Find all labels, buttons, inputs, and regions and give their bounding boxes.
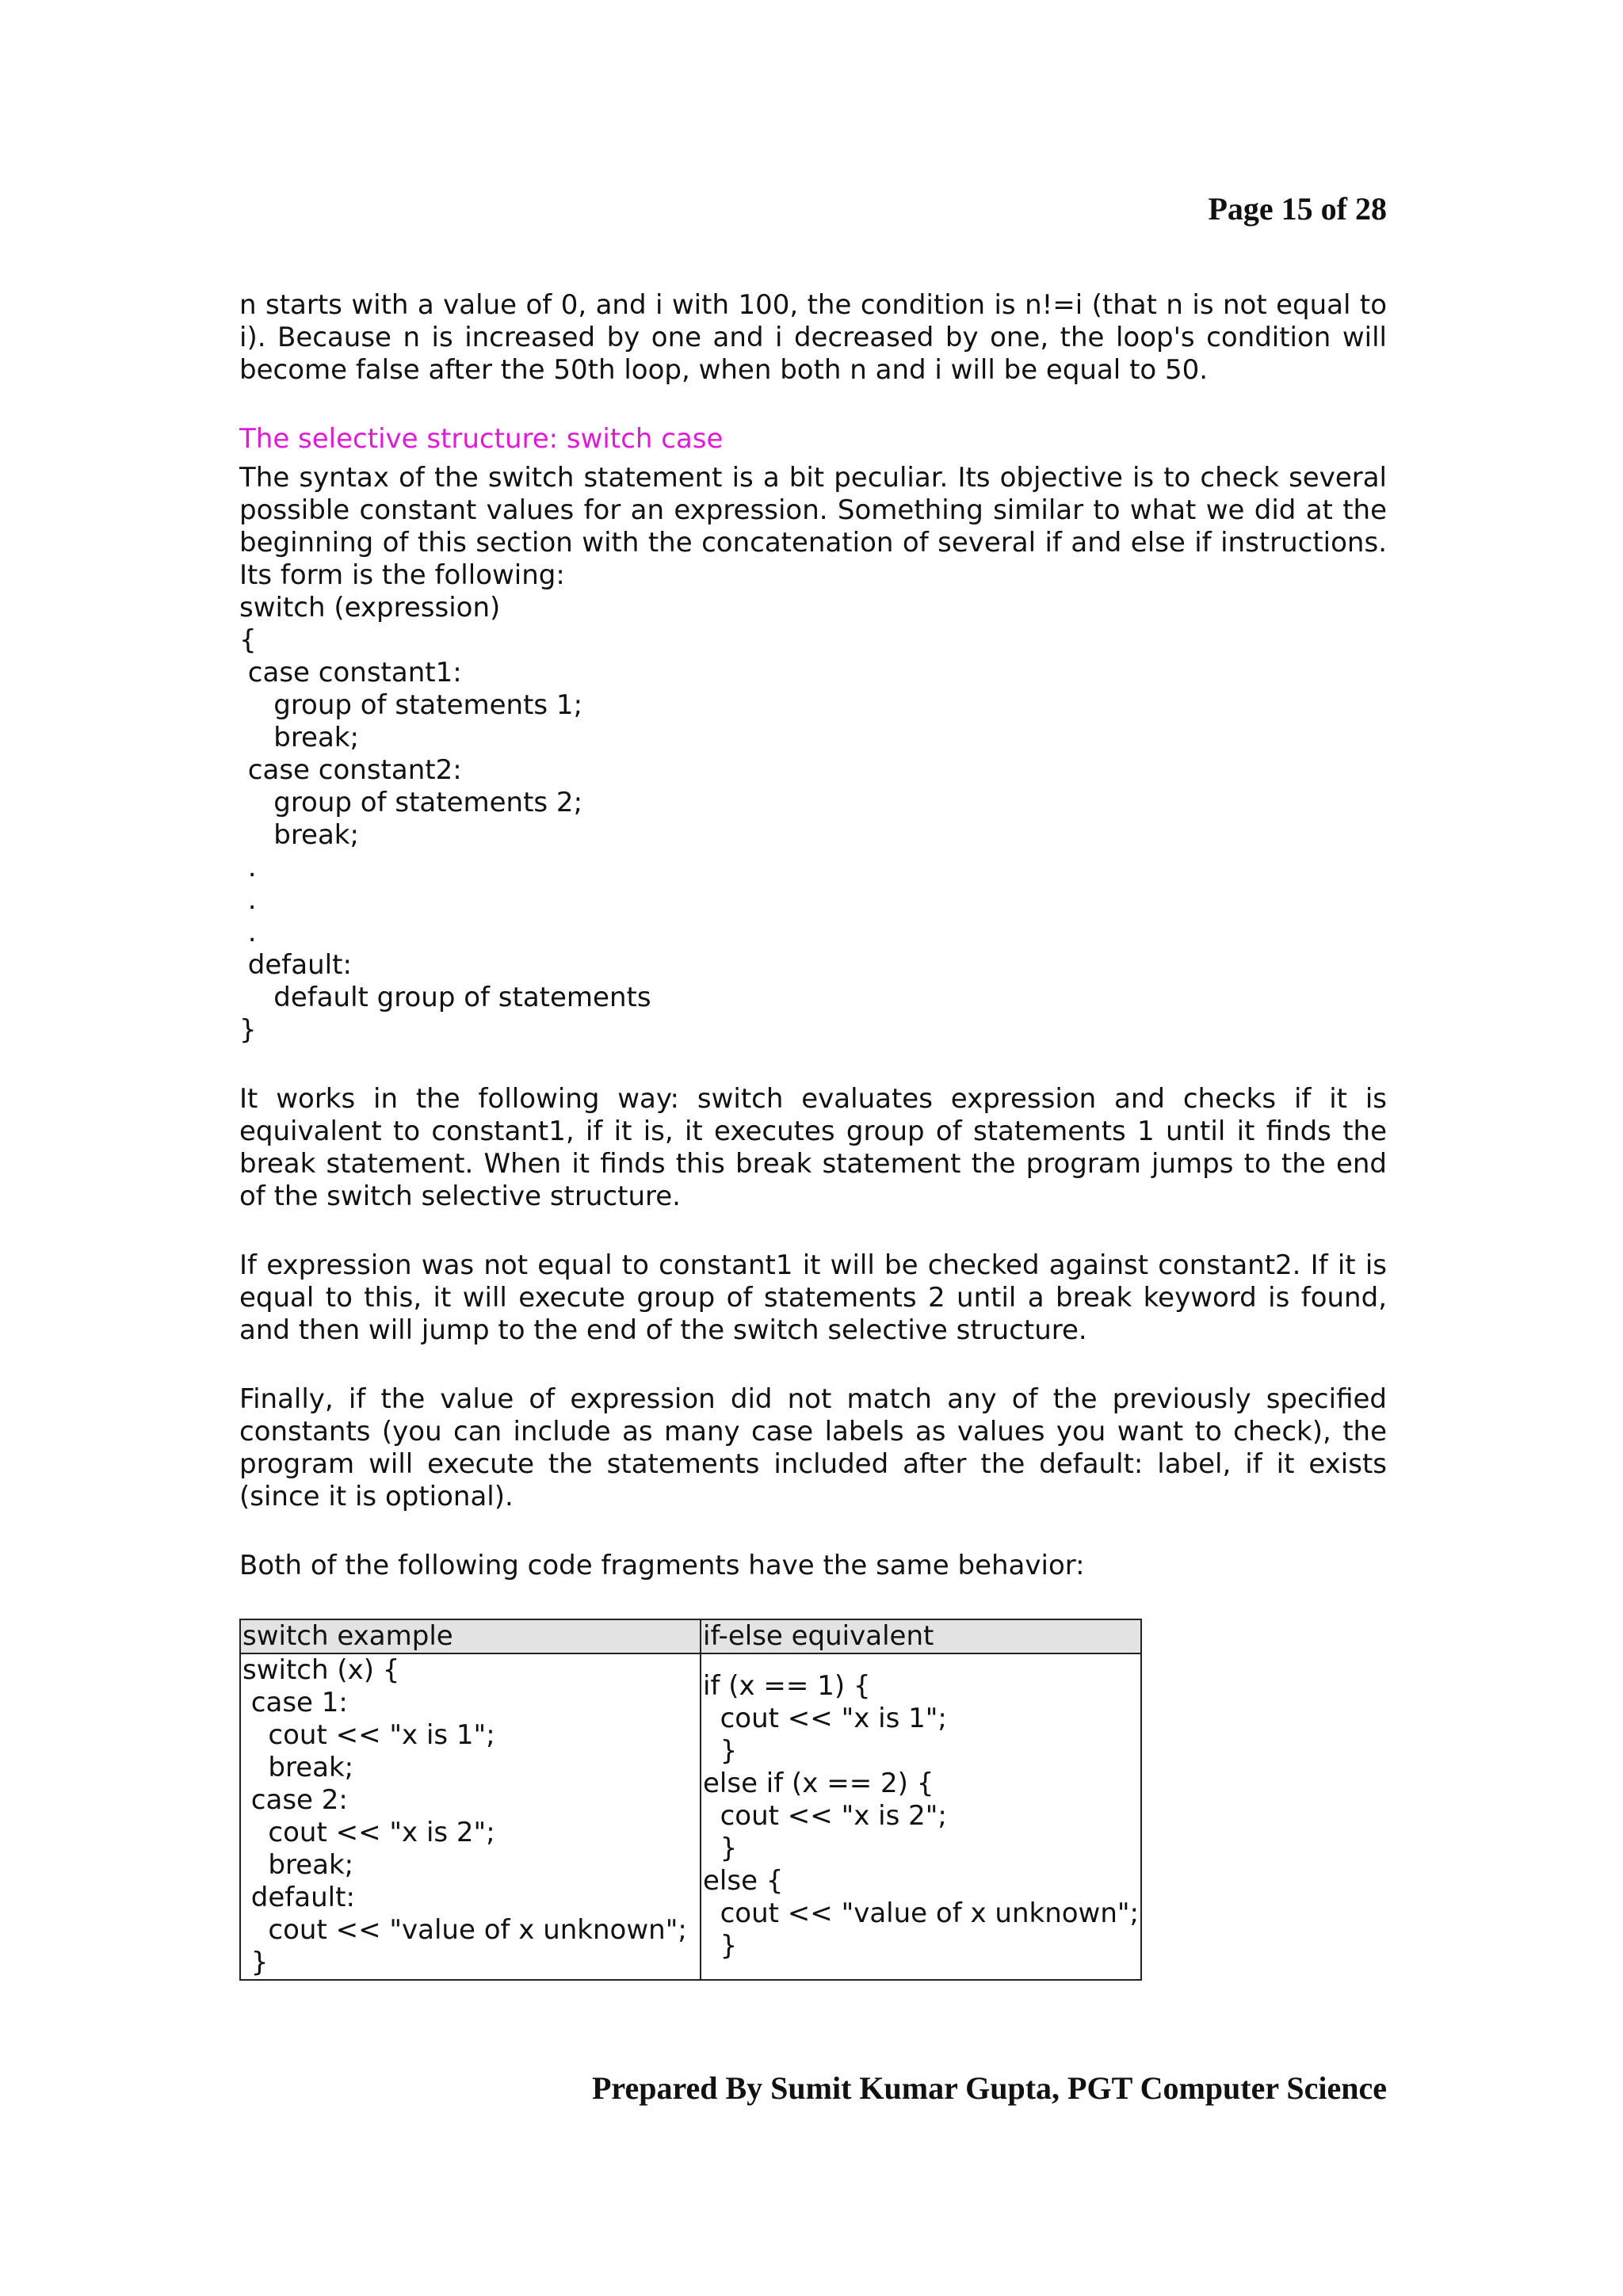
syntax-line: switch (expression) [239, 592, 501, 624]
section-description: The syntax of the switch statement is a bit peculiar. Its objective is to check several possible constant values for an expression. Something similar to what we did at the beginning of this section with the concatenation of several if and else if instructions. Its form is the following: [239, 462, 1387, 591]
paragraph-constant2: If expression was not equal to constant1 it will be checked against constant2. If it is equal to this, it will execute group of statements 2 until a break keyword is found, and then will jump to the end of the switch selective structure. [239, 1249, 1387, 1346]
comparison-table [239, 1619, 1142, 1981]
document-body [239, 289, 1387, 1981]
table-row [240, 1653, 1141, 1980]
syntax-line: default group of statements [239, 982, 651, 1013]
syntax-line: . [239, 852, 257, 883]
syntax-line: case constant2: [239, 754, 462, 786]
paragraph-same-behavior: Both of the following code fragments have the same behavior: [239, 1550, 1085, 1581]
syntax-line: { [239, 624, 257, 656]
table-header-switch: switch example [240, 1619, 701, 1653]
footer-credit: Prepared By Sumit Kumar Gupta, PGT Computer Science [592, 2070, 1387, 2106]
intro-paragraph: n starts with a value of 0, and i with 100, the condition is n!=i (that n is not equal to i). Because n is increased by one and i decreased by one, the loop's condition will become false after the 50th loop, when both n and i will be equal to 50. [239, 289, 1387, 386]
syntax-line: . [239, 884, 257, 916]
table-header-ifelse: if-else equivalent [701, 1619, 1141, 1653]
syntax-line: case constant1: [239, 657, 462, 688]
paragraph-how-it-works: It works in the following way: switch evaluates expression and checks if it is equivalent to constant1, if it is, it executes group of statements 1 until it finds the break statement. When it finds this break statement the program jumps to the end of the switch selective structure. [239, 1083, 1387, 1212]
switch-code-cell: switch (x) { case 1: cout << "x is 1"; break; case 2: cout << "x is 2"; break; default: cout << "value of x unknown"; } [240, 1653, 701, 1980]
syntax-line: default: [239, 949, 352, 981]
paragraph-default: Finally, if the value of expression did not match any of the previously specified constants (you can include as many case labels as values you want to check), the program will execute the statements included after the default: label, if it exists (since it is optional). [239, 1383, 1387, 1512]
ifelse-code-cell: if (x == 1) { cout << "x is 1"; } else if (x == 2) { cout << "x is 2"; } else { cout << "value of x unknown"; } [701, 1653, 1141, 1980]
syntax-line: } [239, 1014, 257, 1046]
syntax-line: group of statements 2; [239, 787, 583, 818]
syntax-line: group of statements 1; [239, 689, 583, 721]
section-heading: The selective structure: switch case [239, 423, 724, 455]
syntax-line: . [239, 917, 257, 948]
syntax-block [239, 592, 1387, 1047]
syntax-line: break; [239, 722, 359, 753]
page-number: Page 15 of 28 [1208, 191, 1387, 227]
table-header-row [240, 1619, 1141, 1653]
syntax-line: break; [239, 819, 359, 851]
